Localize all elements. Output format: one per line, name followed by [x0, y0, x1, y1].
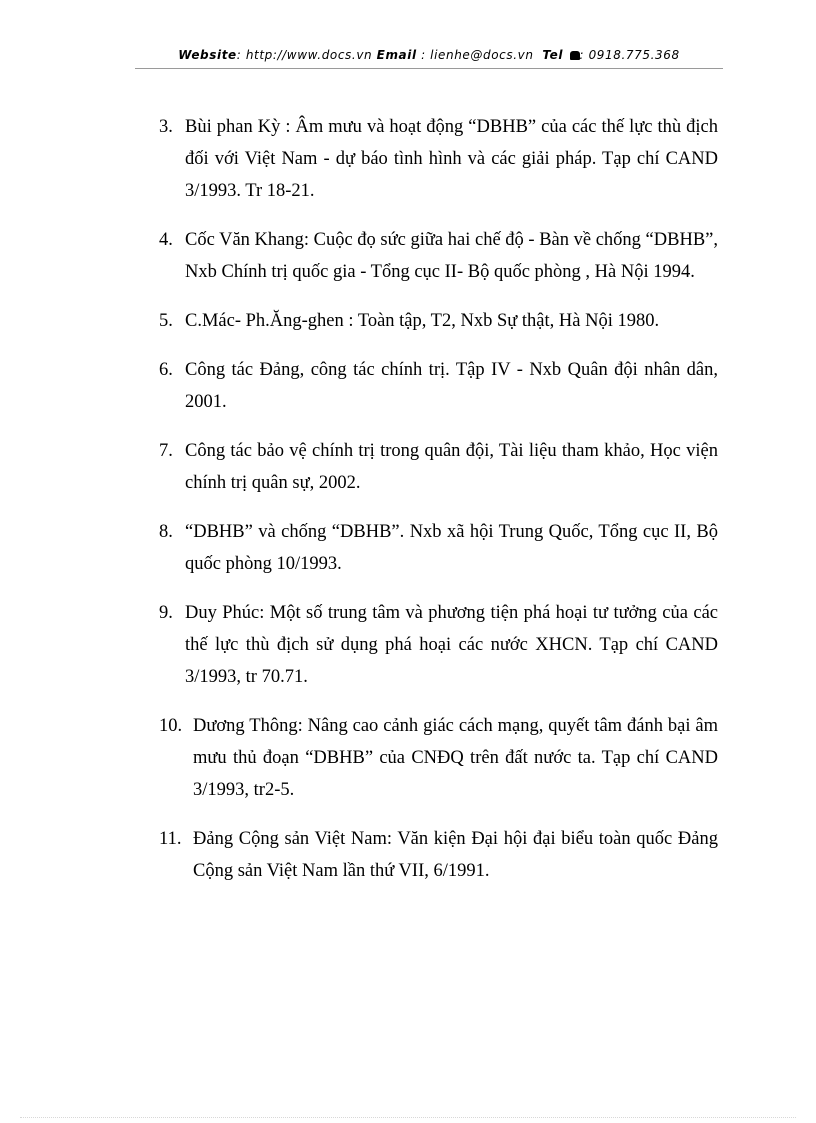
reference-number: 3.	[159, 117, 173, 137]
reference-number: 10.	[159, 716, 183, 736]
tel-label: Tel	[542, 48, 564, 62]
reference-number: 11.	[159, 829, 182, 849]
footer-divider	[20, 1117, 796, 1118]
reference-number: 6.	[159, 360, 173, 380]
email-label: Email	[376, 48, 417, 62]
reference-list	[159, 111, 718, 904]
tel-value: : 0918.775.368	[579, 48, 680, 62]
reference-item	[159, 224, 718, 288]
website-url: : http://www.docs.vn	[236, 48, 373, 62]
reference-number: 8.	[159, 522, 173, 542]
email-value: : lienhe@docs.vn	[416, 48, 534, 62]
reference-text: Công tác Đảng, công tác chính trị. Tập IV - Nxb Quân đội nhân dân, 2001.	[185, 360, 718, 412]
reference-text: Đảng Cộng sản Việt Nam: Văn kiện Đại hội đại biểu toàn quốc Đảng Cộng sản Việt Nam lần thứ VII, 6/1991.	[193, 829, 718, 881]
reference-text: Dương Thông: Nâng cao cảnh giác cách mạng, quyết tâm đánh bại âm mưu thủ đoạn “DBHB” của CNĐQ trên đất nước ta. Tạp chí CAND 3/1993, tr2-5.	[193, 716, 718, 800]
reference-text: Bùi phan Kỳ : Âm mưu và hoạt động “DBHB” của các thế lực thù địch đối với Việt Nam - dự báo tình hình và các giải pháp. Tạp chí CAND 3/1993. Tr 18-21.	[185, 117, 718, 201]
website-label: Website	[178, 48, 237, 62]
page-header	[135, 44, 723, 69]
reference-number: 4.	[159, 230, 173, 250]
reference-number: 5.	[159, 311, 173, 331]
reference-number: 9.	[159, 603, 173, 623]
reference-item	[159, 354, 718, 418]
reference-item	[159, 111, 718, 207]
reference-number: 7.	[159, 441, 173, 461]
telephone-icon	[570, 51, 580, 60]
reference-text: Công tác bảo vệ chính trị trong quân đội, Tài liệu tham khảo, Học viện chính trị quân sự, 2002.	[185, 441, 718, 493]
reference-text: Duy Phúc: Một số trung tâm và phương tiện phá hoại tư tưởng của các thế lực thù địch sử dụng phá hoại các nước XHCN. Tạp chí CAND 3/1993, tr 70.71.	[185, 603, 718, 687]
reference-item	[159, 597, 718, 693]
reference-text: C.Mác- Ph.Ăng-ghen : Toàn tập, T2, Nxb Sự thật, Hà Nội 1980.	[185, 311, 660, 331]
reference-item	[159, 305, 718, 337]
reference-text: “DBHB” và chống “DBHB”. Nxb xã hội Trung Quốc, Tổng cục II, Bộ quốc phòng 10/1993.	[185, 522, 718, 574]
reference-item	[159, 516, 718, 580]
reference-item	[159, 435, 718, 499]
reference-item	[159, 823, 718, 887]
reference-item	[159, 710, 718, 806]
reference-text: Cốc Văn Khang: Cuộc đọ sức giữa hai chế độ - Bàn về chống “DBHB”, Nxb Chính trị quốc gia - Tổng cục II- Bộ quốc phòng , Hà Nội 1994.	[185, 230, 718, 282]
